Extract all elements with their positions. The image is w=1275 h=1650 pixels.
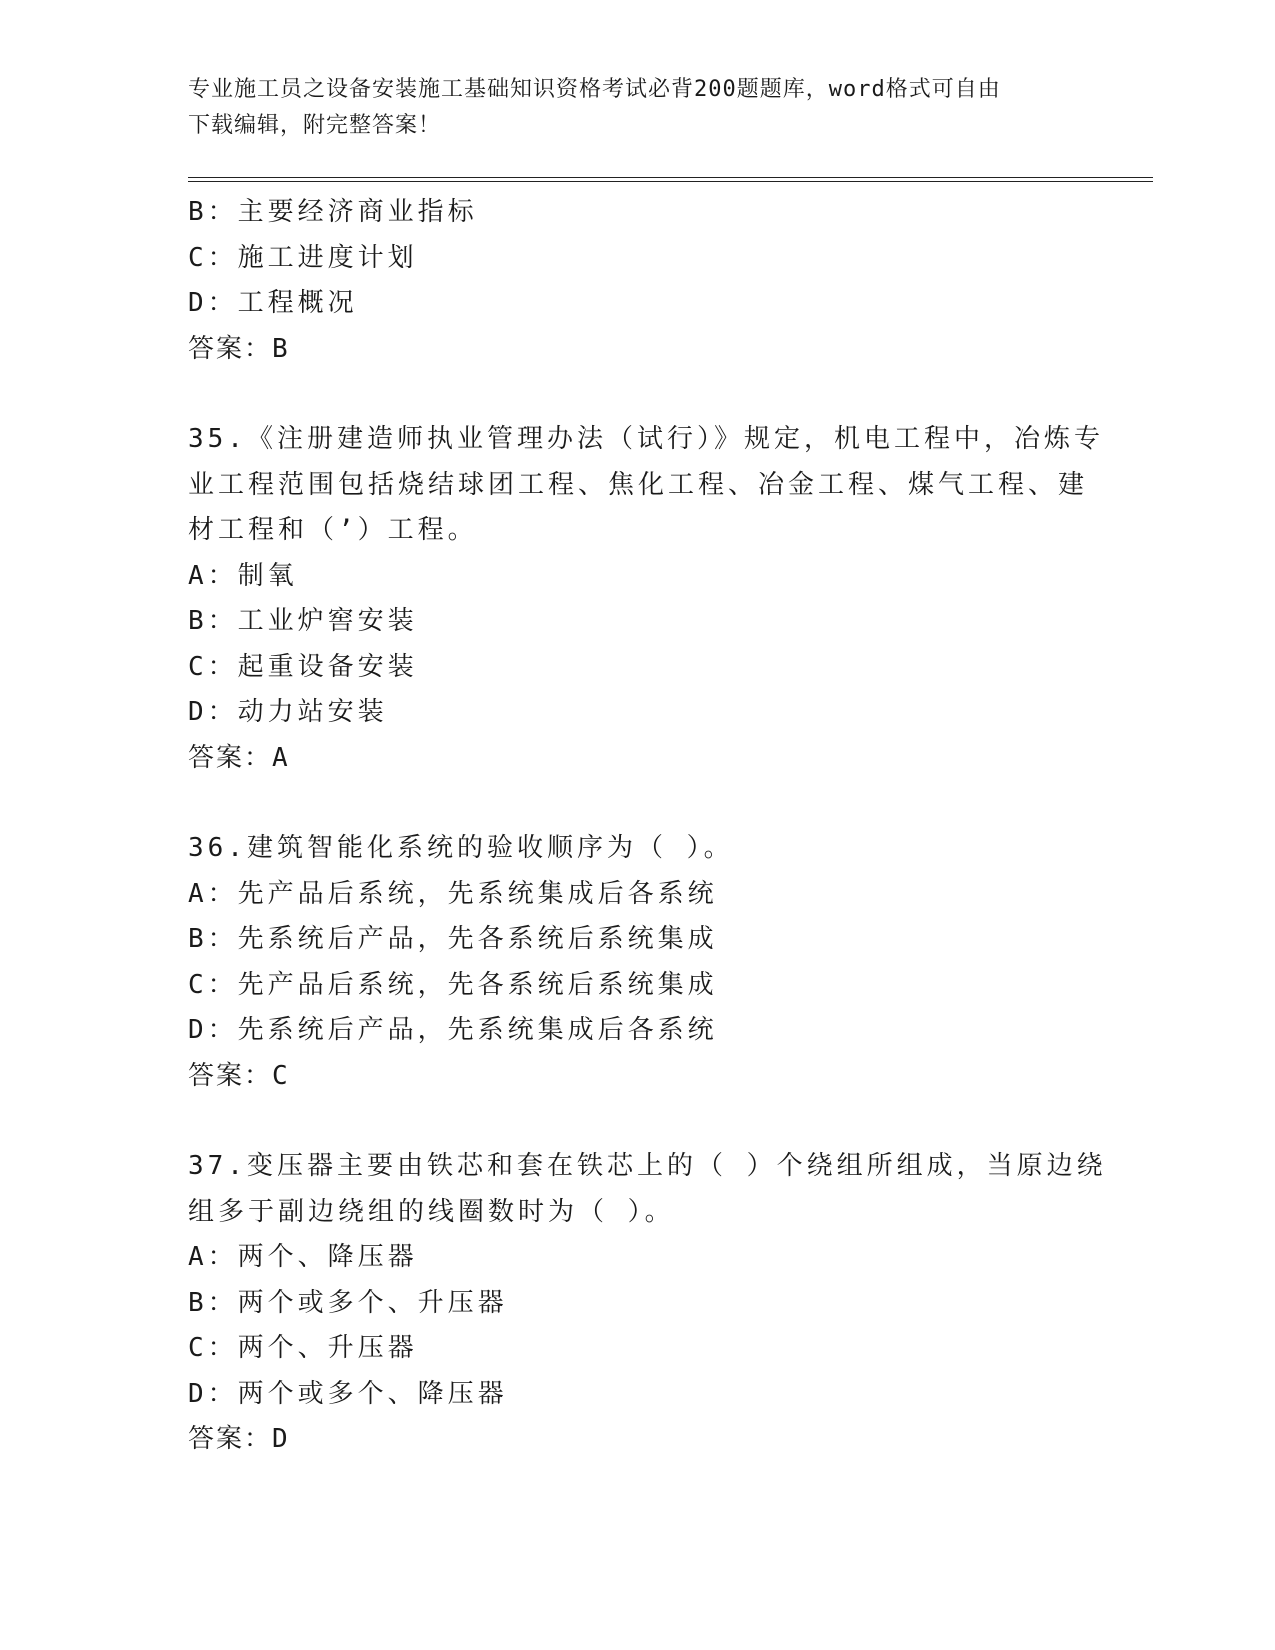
option-b: B：主要经济商业指标 [188, 197, 478, 227]
answer: 答案：C [188, 1060, 290, 1091]
option-b: B：先系统后产品，先各系统后系统集成 [188, 924, 718, 954]
question-list [188, 190, 1107, 1463]
document-header [188, 72, 1068, 144]
answer: 答案：D [188, 1424, 290, 1454]
option-b: B：工业炉窖安装 [188, 606, 418, 636]
question-stem: 业工程范围包括烧结球团工程、焦化工程、冶金工程、煤气工程、建 [188, 469, 1089, 500]
answer: 答案：B [188, 333, 290, 364]
header-line-2: 下载编辑，附完整答案！ [188, 113, 442, 138]
question-stem: 37.变压器主要由铁芯和套在铁芯上的（ ）个绕组所组成，当原边绕 [188, 1151, 1107, 1181]
question-stem: 35.《注册建造师执业管理办法（试行）》规定，机电工程中，冶炼专 [188, 424, 1104, 454]
question-37 [188, 1144, 1107, 1463]
header-line-1: 专业施工员之设备安装施工基础知识资格考试必背200题题库，word格式可自由 [188, 77, 1001, 102]
option-d: D：动力站安装 [188, 697, 388, 727]
option-c: C：施工进度计划 [188, 242, 418, 273]
question-stem: 组多于副边绕组的线圈数时为（ ）。 [188, 1196, 675, 1227]
header-divider-bottom [188, 181, 1153, 182]
option-d: D：两个或多个、降压器 [188, 1378, 508, 1409]
option-a: A：先产品后系统，先系统集成后各系统 [188, 878, 718, 909]
answer: 答案：A [188, 742, 290, 773]
question-stem: 36.建筑智能化系统的验收顺序为（ ）。 [188, 833, 734, 863]
question-36 [188, 826, 1088, 1099]
option-d: D：先系统后产品，先系统集成后各系统 [188, 1015, 718, 1045]
header-divider-top [188, 177, 1153, 178]
option-a: A：两个、降压器 [188, 1242, 418, 1272]
question-35 [188, 417, 1104, 781]
option-c: C：先产品后系统，先各系统后系统集成 [188, 969, 718, 1000]
spacer [188, 1099, 1088, 1144]
option-c: C：起重设备安装 [188, 651, 418, 682]
question-34 [188, 190, 1088, 372]
option-a: A：制氧 [188, 560, 298, 591]
option-b: B：两个或多个、升压器 [188, 1287, 508, 1318]
option-c: C：两个、升压器 [188, 1333, 418, 1363]
spacer [188, 372, 1088, 417]
question-stem: 材工程和（’）工程。 [188, 515, 478, 545]
spacer [188, 781, 1088, 826]
option-d: D：工程概况 [188, 288, 358, 318]
